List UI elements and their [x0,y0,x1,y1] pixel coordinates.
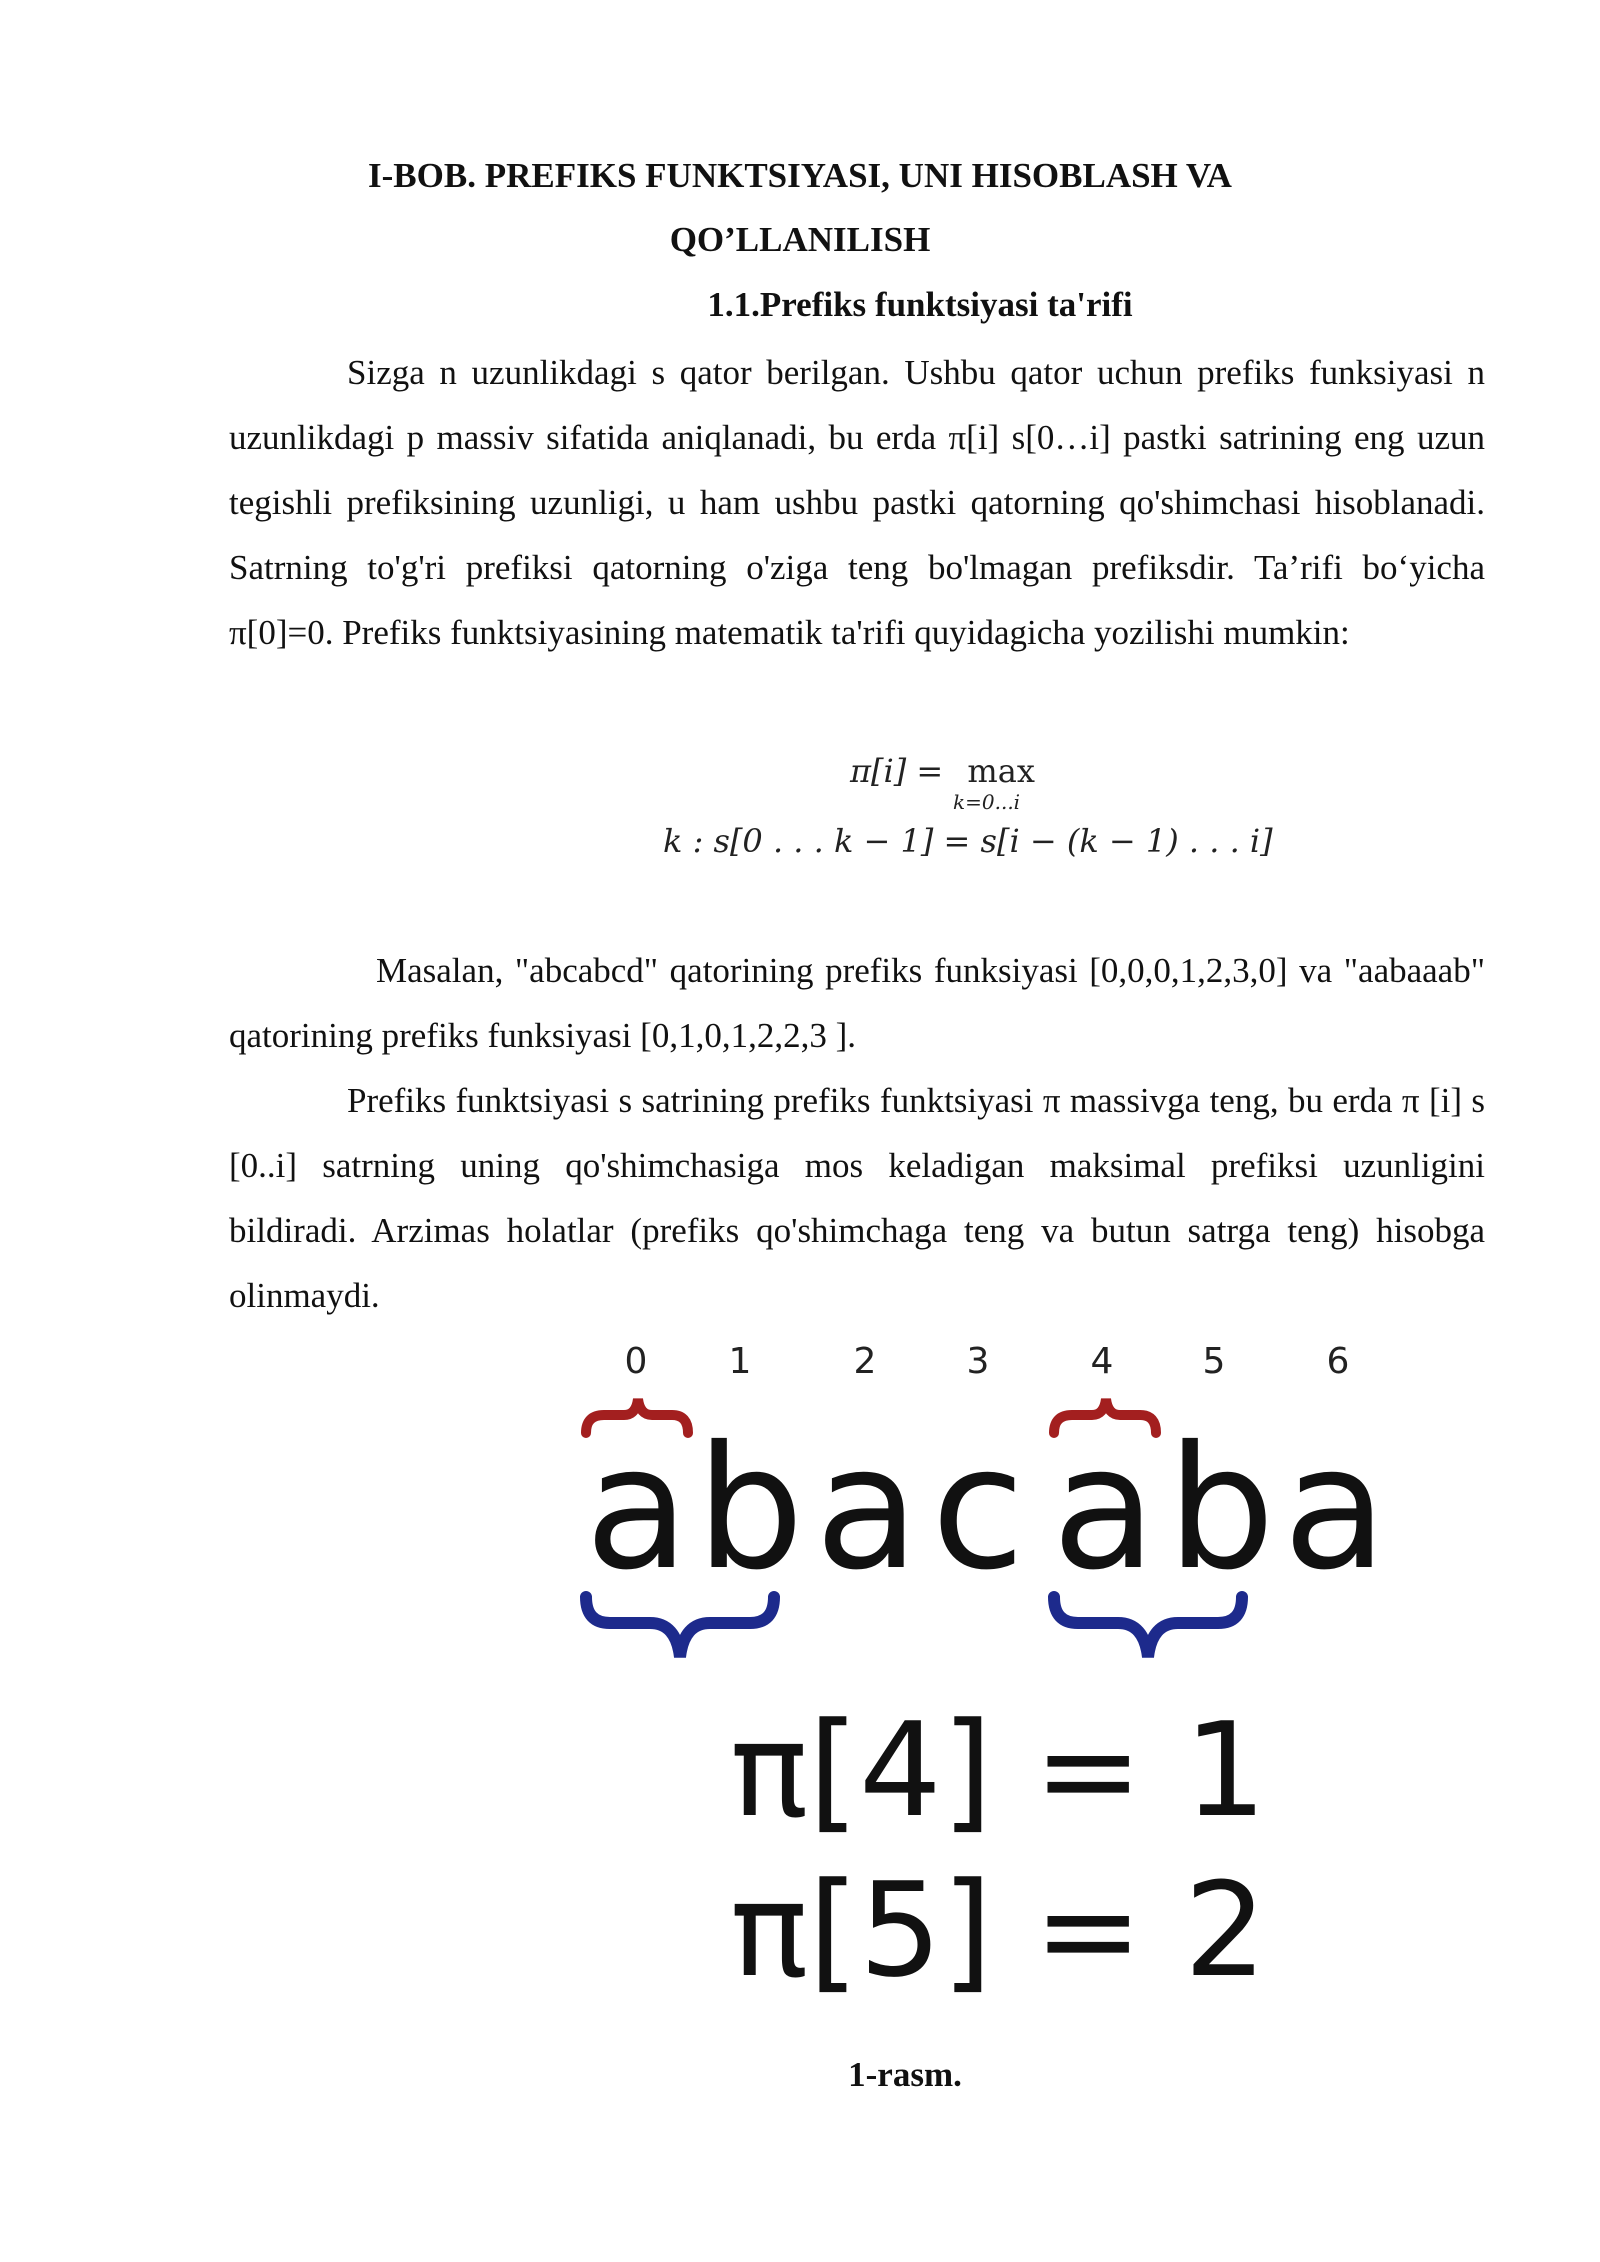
chapter-title-line2: QO’LLANILISH [669,220,931,259]
index-label: 5 [1202,1341,1226,1382]
figure-caption: 1-rasm. [848,2055,962,2094]
index-label: 3 [966,1341,990,1382]
formula-line2: k : s[0 . . . k − 1] = s[i − (k − 1) . . . i] [663,822,1273,860]
paragraph-definition: Sizga n uzunlikdagi s qator berilgan. Ushbu qator uchun prefiks funksiyasi n uzunlikdagi p massiv sifatida aniqlanadi, bu erda π[i] s[0…i] pastki satrining eng uzun tegishli prefiksining uzunligi, u ham ushbu pastki qatorning qo'shimchasi hisoblanadi. Satrning to'g'ri prefiksi qatorning o'ziga teng bo'lmagan prefiksdir. Ta’rifi bo‘yicha π[0]=0. Prefiks funktsiyasining matematik ta'rifi quyidagicha yozilishi mumkin: [229,353,1485,652]
paragraph-example: Masalan, "abcabcd" qatorining prefiks funksiyasi [0,0,0,1,2,3,0] va "aabaaab" qatorining prefiks funksiyasi [0,1,0,1,2,2,3 ]. [229,951,1485,1055]
paragraph-explanation: Prefiks funktsiyasi s satrining prefiks funktsiyasi π massivga teng, bu erda π [i] s [0..i] satrning uning qo'shimchasiga mos keladigan maksimal prefiksi uzunligini bildiradi. Arzimas holatlar (prefiks qo'shimchaga teng va butun satrga teng) hisobga olinmaydi. [229,1081,1485,1315]
string-letter: a [584,1410,690,1608]
string-letter: b [696,1410,804,1608]
section-title: 1.1.Prefiks funktsiyasi ta'rifi [707,285,1133,324]
index-label: 6 [1326,1341,1350,1382]
equation-pi5: π[5] = 2 [730,1854,1267,2006]
string-letter: a [814,1410,920,1608]
index-label: 2 [853,1341,877,1382]
index-label: 4 [1090,1341,1114,1382]
string-letter: b [1167,1410,1275,1608]
string-letter: a [1282,1410,1388,1608]
string-letter: a [1051,1410,1157,1608]
formula-max: max [967,752,1035,790]
index-label: 1 [728,1341,752,1382]
string-letter: c [931,1410,1025,1608]
index-label: 0 [624,1341,648,1382]
formula-subscript: k=0...i [953,790,1021,814]
prefix-function-figure [580,1335,1400,2055]
chapter-title-line1: I-BOB. PREFIKS FUNKTSIYASI, UNI HISOBLASH VA [368,156,1232,195]
formula-lhs: π[i] = [850,752,944,790]
equation-pi4: π[4] = 1 [730,1694,1267,1846]
